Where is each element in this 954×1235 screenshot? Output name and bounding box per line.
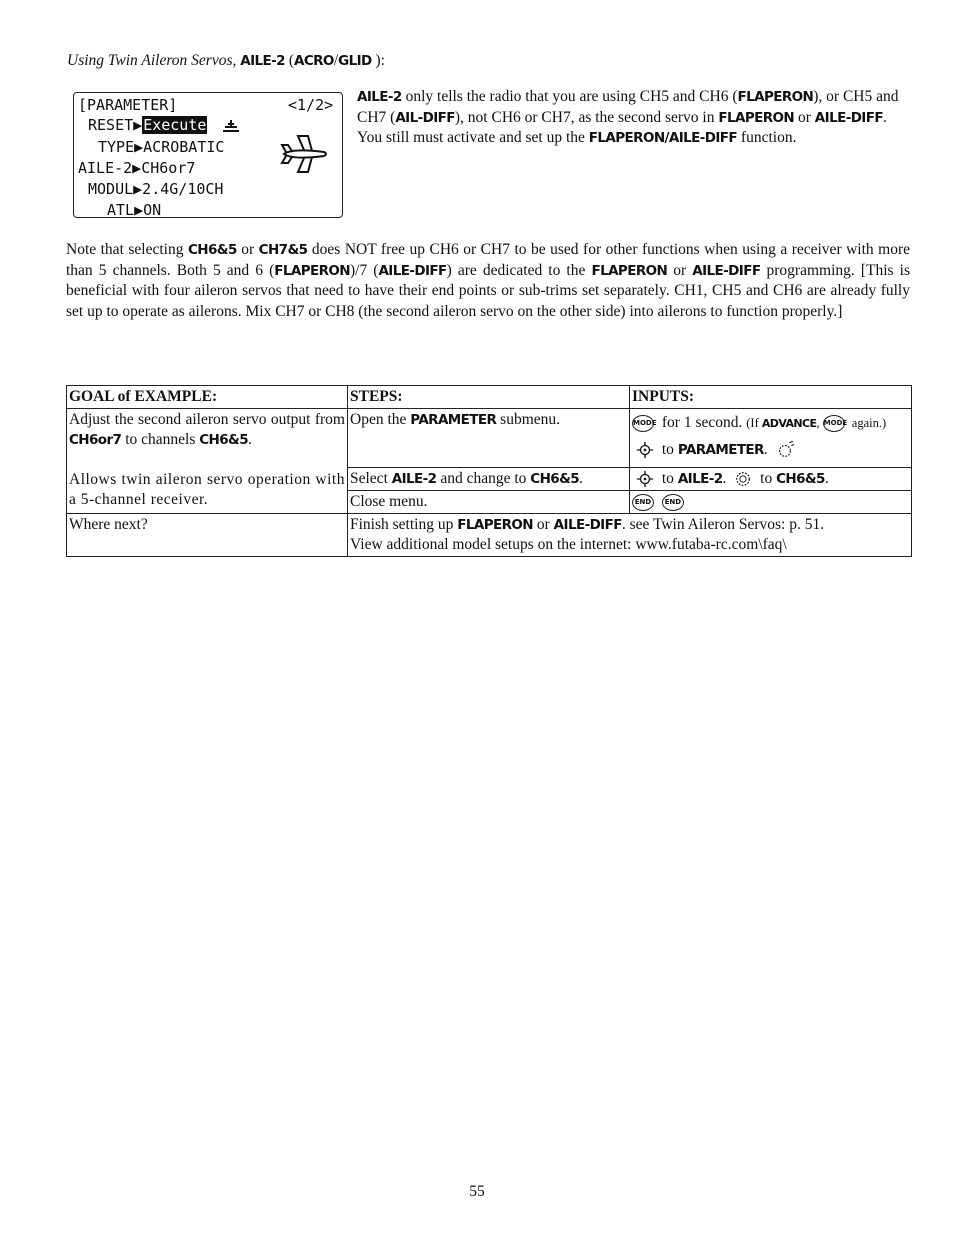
keyword: AILE-2 (677, 471, 723, 487)
text: Finish setting up (350, 516, 458, 533)
text: to (658, 441, 678, 458)
text: Adjust the second aileron servo output from (69, 411, 345, 428)
text: does NOT free up CH6 or CH7 to be used for other functions when using a receiver with more than 5 channels. Both 5 and 6 ( (66, 241, 911, 279)
keyword: FLAPERON (718, 109, 795, 126)
input-cell (630, 468, 912, 491)
airplane-icon (280, 133, 330, 175)
text: ), not CH6 or CH7, as the second servo in (454, 108, 719, 126)
note-paragraph (66, 240, 910, 322)
steps-table (66, 385, 912, 557)
heading-text: ( (284, 52, 294, 69)
text: , (816, 416, 823, 430)
text: . see Twin Aileron Servos: p. 51. (621, 516, 825, 533)
lcd-aile2-row: AILE-2▶CH6or7 (78, 159, 196, 177)
heading-text: / (333, 52, 339, 69)
text: only tells the radio that you are using CH5 and CH6 ( (401, 88, 738, 105)
text: ) are dedicated to the (446, 261, 592, 279)
end-button-icon: END (632, 494, 654, 511)
keyword: AIL-DIFF (395, 109, 455, 126)
keyword: CH6or7 (69, 432, 122, 448)
heading-text: Using Twin Aileron Servos, (67, 52, 241, 69)
text: or (236, 241, 259, 258)
text: )/7 ( (350, 261, 379, 279)
keyword: CH6&5 (187, 242, 237, 258)
text: . (824, 470, 829, 487)
goal-cell (67, 409, 348, 514)
text: . (248, 431, 252, 448)
lcd-page-indicator: <1/2> (288, 96, 334, 114)
crosshair-dial-icon (636, 470, 654, 488)
text: Open the (350, 411, 411, 428)
press-dial-icon (776, 441, 794, 459)
input-line (632, 410, 909, 437)
input-line (632, 437, 909, 463)
table-row (67, 409, 912, 468)
text: or (667, 261, 693, 279)
text: or (533, 516, 554, 533)
lcd-execute-value: Execute (143, 116, 207, 134)
goal-line (69, 410, 345, 450)
mode-button-icon: MODE (823, 415, 845, 432)
text: ), or CH5 and CH7 ( (357, 88, 899, 126)
lcd-modul-row: MODUL▶2.4G/10CH (88, 180, 224, 198)
heading-keyword: GLID (338, 53, 372, 69)
keyword: FLAPERON/AILE-DIFF (588, 130, 738, 146)
next-line-url: View additional model setups on the internet: www.futaba-rc.com\faq\ (350, 536, 787, 553)
next-line (350, 515, 909, 535)
text: . You still must activate and set up the (357, 108, 887, 146)
keyword: PARAMETER (410, 412, 497, 428)
step-cell (348, 409, 630, 468)
text: Note that selecting (66, 241, 188, 258)
keyword: FLAPERON (591, 262, 668, 279)
lcd-screen (73, 92, 343, 218)
section-heading (67, 52, 385, 70)
text: . (763, 441, 768, 458)
lcd-atl-row: ATL▶ON (107, 201, 162, 219)
keyword: AILE-2 (391, 471, 437, 487)
header-steps: STEPS: (348, 386, 630, 409)
table-header-row (67, 386, 912, 409)
text: Select (350, 470, 392, 487)
input-cell (630, 491, 912, 514)
lcd-reset-row (88, 115, 207, 137)
header-goal: GOAL of EXAMPLE: (67, 386, 348, 409)
text: to channels (121, 431, 200, 448)
heading-keyword: AILE-2 (240, 53, 285, 69)
keyword: AILE-2 (357, 89, 402, 105)
next-steps-cell (348, 514, 912, 557)
table-row (67, 514, 912, 557)
text: . (722, 470, 727, 487)
keyword: FLAPERON (274, 262, 350, 279)
heading-keyword: ACRO (293, 53, 334, 69)
keyword: CH7&5 (258, 242, 308, 258)
lcd-type-row: TYPE▶ACROBATIC (98, 138, 225, 156)
step-cell (348, 468, 630, 491)
text: and change to (436, 470, 531, 487)
text: or (794, 108, 815, 126)
mode-button-icon: MODE (632, 415, 654, 432)
lcd-reset-label: RESET▶ (88, 116, 143, 134)
keyword: CH6&5 (776, 471, 825, 487)
keyword: CH6&5 (199, 432, 249, 448)
text: programming. [This is beneficial with four aileron servos that need to have their end points or sub-trims set separately. CH1, CH5 and CH6 are already fully set up to operate as ailerons. Mix CH7 or CH8 (the second aileron servo on the other side) into ailerons to function properly.] (66, 261, 910, 320)
goal-note: Allows twin aileron servo operation with a 5-channel receiver. (69, 471, 345, 508)
keyword: PARAMETER (677, 442, 764, 458)
heading-text: ): (371, 52, 385, 69)
crosshair-dial-icon (636, 441, 654, 459)
goal-cell: Where next? (67, 514, 348, 557)
input-cell (630, 409, 912, 468)
keyword: AILE-DIFF (814, 109, 883, 126)
keyword: CH6&5 (530, 471, 580, 487)
header-inputs: INPUTS: (630, 386, 912, 409)
text: . (579, 470, 583, 487)
page-number: 55 (469, 1183, 485, 1200)
text: (If (746, 416, 762, 430)
keyword: AILE-DIFF (553, 517, 622, 533)
rotary-dial-icon (734, 470, 752, 488)
text: again.) (848, 416, 887, 430)
antenna-icon (222, 119, 240, 133)
step-cell: Close menu. (348, 491, 630, 514)
keyword: AILE-DIFF (378, 262, 447, 279)
keyword: FLAPERON (457, 517, 533, 533)
text: submenu. (496, 411, 561, 428)
text: to (658, 470, 678, 487)
lcd-title: [PARAMETER] (78, 96, 178, 114)
keyword: FLAPERON (737, 89, 814, 105)
text: to (756, 470, 777, 487)
text: for 1 second. (658, 414, 747, 431)
keyword: AILE-DIFF (692, 262, 761, 279)
keyword: ADVANCE (761, 417, 817, 430)
intro-paragraph (357, 87, 910, 149)
text: function. (737, 129, 797, 146)
end-button-icon: END (662, 494, 684, 511)
